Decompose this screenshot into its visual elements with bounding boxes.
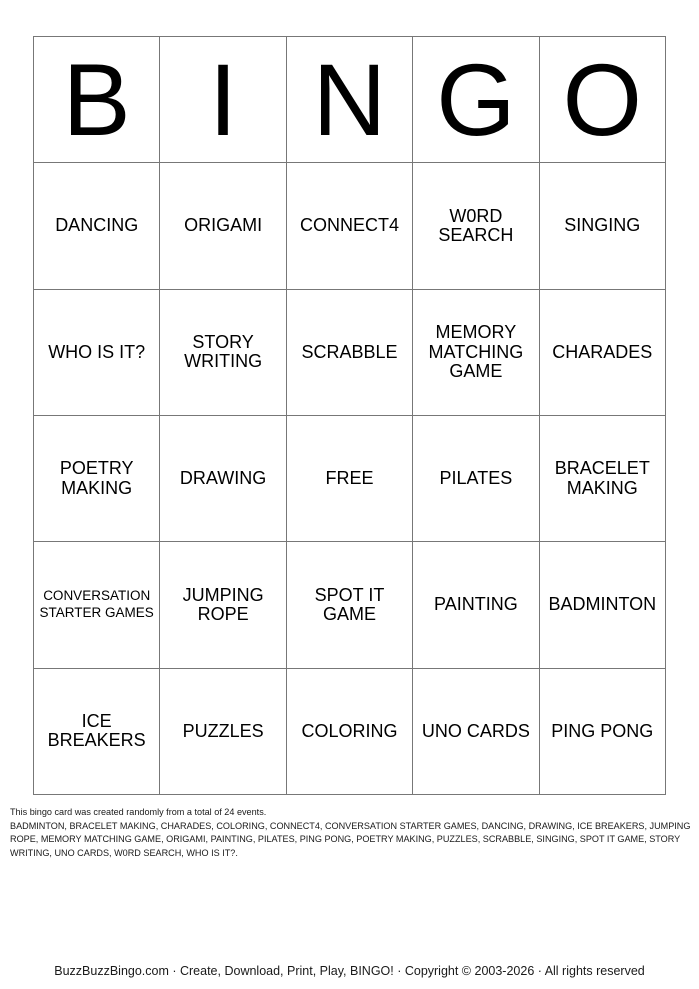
header-cell-o: [540, 37, 666, 163]
cell-label: ICE BREAKERS: [47, 710, 146, 751]
cell-label: CHARADES: [552, 341, 653, 362]
summary-note: This bingo card was created randomly from a total of 24 events.: [10, 807, 267, 817]
bingo-cell: [34, 290, 160, 416]
header-letter: O: [562, 42, 642, 157]
bingo-cell: [160, 163, 286, 289]
site-copyright: BuzzBuzzBingo.com · Create, Download, Print, Play, BINGO! · Copyright © 2003-2026 · All rights reserved: [54, 964, 645, 978]
cell-label: DRAWING: [179, 467, 267, 488]
cell-label: ORIGAMI: [184, 215, 263, 236]
cell-label: WHO IS IT?: [48, 341, 146, 362]
cell-label: MEMORY MATCHING GAME: [428, 322, 524, 382]
bingo-cell: [540, 669, 666, 795]
cell-label: PAINTING: [434, 594, 518, 615]
bingo-cell: [287, 163, 413, 289]
cell-label: PUZZLES: [182, 720, 264, 741]
header-cell-b: [34, 37, 160, 163]
cell-label: STORY WRITING: [184, 331, 263, 372]
cell-label: JUMPING ROPE: [182, 584, 264, 624]
bingo-cell: [34, 416, 160, 542]
bingo-cell: [287, 290, 413, 416]
cell-label: BADMINTON: [548, 594, 657, 615]
cell-label: FREE: [325, 467, 374, 488]
bingo-cell: [413, 542, 539, 668]
header-letter: I: [208, 42, 238, 157]
bingo-cell: [413, 290, 539, 416]
cell-label: COLORING: [301, 720, 398, 741]
bingo-cell: [413, 416, 539, 542]
bingo-cell: [540, 290, 666, 416]
event-list: BADMINTON, BRACELET MAKING, CHARADES, COLORING, CONNECT4, CONVERSATION STARTER GAMES, DANCING, DRAWING, ICE BREAKERS, JUMPING ROPE, MEMORY MATCHING GAME, ORIGAMI, PAINTING, PILATES, PING PONG, POETRY MAKING, PUZZLES, SCRABBLE, SINGING, SPOT IT GAME, STORY WRITING, UNO CARDS, W0RD SEARCH, WHO IS IT?.: [10, 820, 691, 858]
bingo-cell: [540, 163, 666, 289]
cell-label: BRACELET MAKING: [554, 458, 650, 498]
cell-label: CONNECT4: [299, 215, 399, 236]
header-letter: N: [312, 42, 387, 157]
cell-label: SINGING: [564, 215, 641, 236]
bingo-cell: [34, 542, 160, 668]
cell-label: POETRY MAKING: [59, 458, 134, 498]
header-letter: B: [62, 42, 131, 157]
bingo-cell: [160, 669, 286, 795]
cell-label: PING PONG: [551, 720, 654, 741]
cell-label: SPOT IT GAME: [314, 584, 385, 624]
bingo-cell: [287, 542, 413, 668]
cell-label: DANCING: [55, 215, 139, 236]
bingo-cell: [287, 669, 413, 795]
bingo-cell: [413, 163, 539, 289]
bingo-card: [33, 36, 666, 795]
cell-label: CONVERSATION STARTER GAMES: [39, 588, 154, 620]
event-summary: [10, 806, 692, 860]
free-space: [287, 416, 413, 542]
bingo-cell: [34, 163, 160, 289]
cell-label: PILATES: [439, 467, 513, 488]
header-cell-i: [160, 37, 286, 163]
bingo-cell: [160, 542, 286, 668]
bingo-cell: [540, 542, 666, 668]
bingo-cell: [160, 290, 286, 416]
header-cell-n: [287, 37, 413, 163]
header-letter: G: [436, 42, 516, 157]
bingo-cell: [34, 669, 160, 795]
cell-label: W0RD SEARCH: [438, 205, 514, 245]
cell-label: UNO CARDS: [421, 720, 530, 741]
cell-label: SCRABBLE: [301, 341, 398, 362]
header-cell-g: [413, 37, 539, 163]
bingo-cell: [160, 416, 286, 542]
bingo-cell: [413, 669, 539, 795]
bingo-cell: [540, 416, 666, 542]
